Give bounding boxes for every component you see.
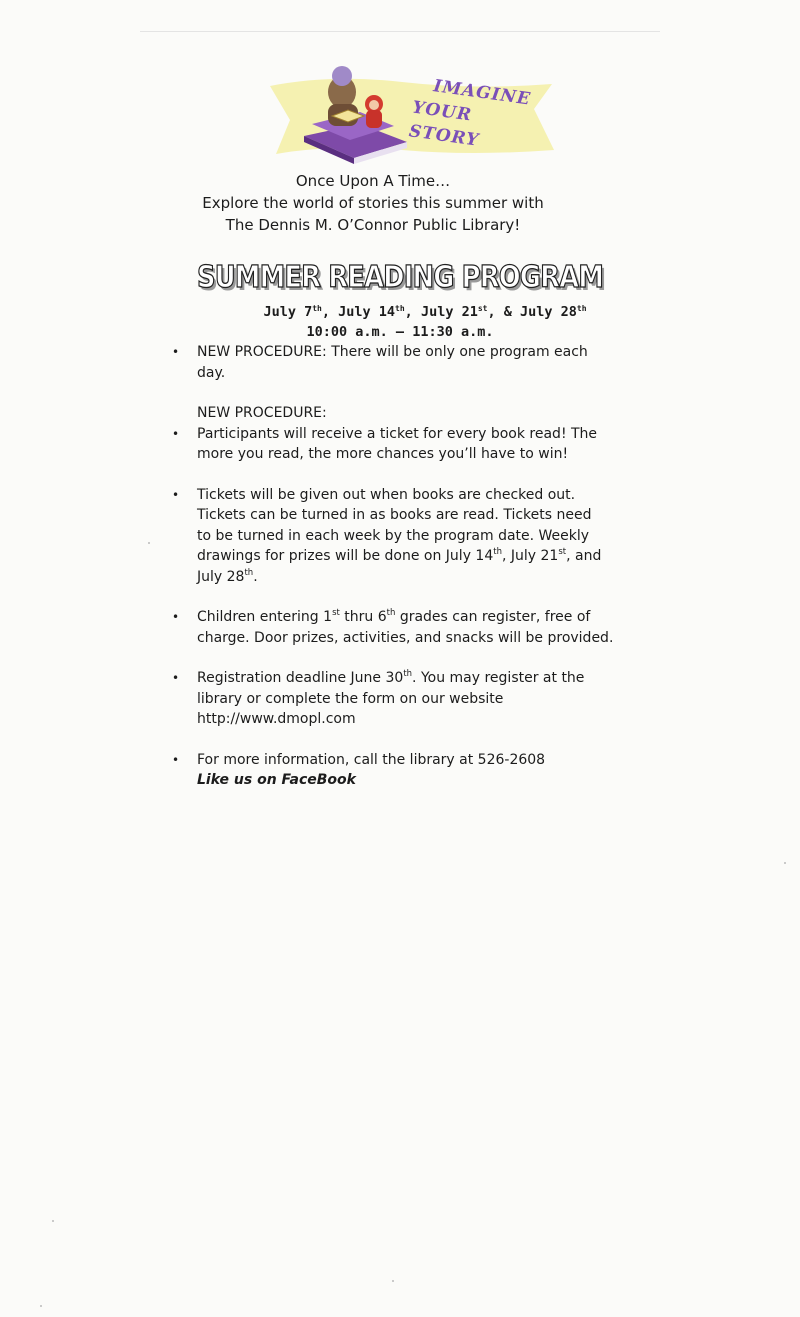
date-4-suffix: th bbox=[576, 304, 587, 313]
date-1: July 7 bbox=[263, 304, 313, 320]
bullet-icon: • bbox=[172, 671, 180, 685]
b1-line-2: day. bbox=[197, 364, 226, 381]
date-3: July 21 bbox=[420, 304, 478, 320]
b3-line-1: Tickets will be given out when books are checked out. bbox=[197, 486, 576, 503]
b3-l5a: July 28 bbox=[197, 568, 245, 585]
b3-line-3: to be turned in each week by the program date. Weekly bbox=[197, 527, 590, 544]
date-3-suffix: st bbox=[477, 304, 488, 313]
b3-l4a: drawings for prizes will be done on July 14 bbox=[197, 548, 494, 564]
bullet-icon: • bbox=[172, 487, 180, 502]
bullet-icon: • bbox=[172, 426, 180, 441]
b5-l1c: . You may register at the bbox=[412, 670, 585, 686]
b4-line-1 bbox=[197, 607, 610, 628]
list-item bbox=[170, 607, 614, 648]
procedure-label: NEW PROCEDURE: bbox=[197, 405, 327, 421]
page-title: SUMMER READING PROGRAM bbox=[196, 260, 604, 295]
intro-line-2: Explore the world of stories this summer with bbox=[202, 194, 544, 212]
b6-line-1: For more information, call the library at 526-2608 bbox=[197, 751, 546, 768]
logo-line-1: IMAGINE bbox=[432, 76, 533, 110]
intro-text bbox=[150, 170, 596, 236]
scan-speck bbox=[52, 1220, 54, 1222]
list-item bbox=[170, 750, 610, 791]
bullet-icon: • bbox=[172, 752, 180, 767]
facebook-note: Like us on FaceBook bbox=[197, 772, 356, 788]
b5-line-2: library or complete the form on our website bbox=[197, 690, 504, 707]
intro-line-1: Once Upon A Time… bbox=[295, 172, 451, 190]
date-1-suffix: th bbox=[312, 304, 322, 313]
scan-speck bbox=[40, 1305, 42, 1307]
b3-line-2: Tickets can be turned in as books are read. Tickets need bbox=[197, 507, 592, 523]
b3-line-5 bbox=[197, 567, 610, 588]
date-2-suffix: th bbox=[395, 304, 405, 313]
date-2: July 14 bbox=[338, 304, 396, 320]
b3-l4d: st bbox=[558, 547, 567, 557]
website-url: http://www.dmopl.com bbox=[197, 711, 356, 727]
program-times: 10:00 a.m. – 11:30 a.m. bbox=[306, 324, 494, 340]
b3-l5b: th bbox=[244, 567, 254, 578]
b3-l4b: th bbox=[493, 547, 502, 557]
b3-l5c: . bbox=[253, 568, 258, 585]
b4-l1d: th bbox=[386, 608, 396, 618]
list-item bbox=[170, 342, 610, 383]
list-item bbox=[170, 424, 610, 465]
b1-line-1: NEW PROCEDURE: There will be only one program each bbox=[197, 344, 588, 360]
b5-l1a: Registration deadline June 30 bbox=[197, 670, 404, 686]
b2-line-1: Participants will receive a ticket for every book read! The bbox=[197, 425, 598, 442]
b4-l1a: Children entering 1 bbox=[197, 609, 333, 625]
intro-line-3: The Dennis M. O’Connor Public Library! bbox=[225, 216, 521, 234]
date-4: & July 28 bbox=[503, 304, 577, 320]
b5-line-1 bbox=[197, 668, 610, 689]
scan-speck bbox=[392, 1280, 394, 1282]
logo-line-2: YOUR STORY bbox=[407, 97, 481, 151]
b4-l1e: grades can register, free of bbox=[395, 609, 591, 625]
b3-line-4 bbox=[197, 546, 610, 567]
b4-l1b: st bbox=[332, 608, 340, 618]
scan-speck bbox=[784, 862, 786, 864]
b4-line-2: charge. Door prizes, activities, and snacks will be provided. bbox=[197, 629, 614, 646]
procedure-heading bbox=[170, 403, 610, 424]
bullet-icon: • bbox=[172, 345, 180, 359]
b2-line-2: more you read, the more chances you’ll have to win! bbox=[197, 446, 569, 462]
b3-l4c: , July 21 bbox=[501, 548, 559, 564]
bullet-icon: • bbox=[172, 610, 180, 624]
b5-l1b: th bbox=[403, 669, 413, 679]
program-dates: July 7th, July 14th, July 21st, & July 28th bbox=[263, 304, 587, 320]
b4-l1c: thru 6 bbox=[339, 609, 387, 625]
b3-l4e: , and bbox=[566, 548, 602, 564]
scan-speck bbox=[148, 542, 150, 544]
page-edge-line bbox=[140, 31, 660, 32]
info-list bbox=[170, 342, 614, 791]
list-item bbox=[170, 485, 610, 588]
list-item bbox=[170, 668, 610, 730]
